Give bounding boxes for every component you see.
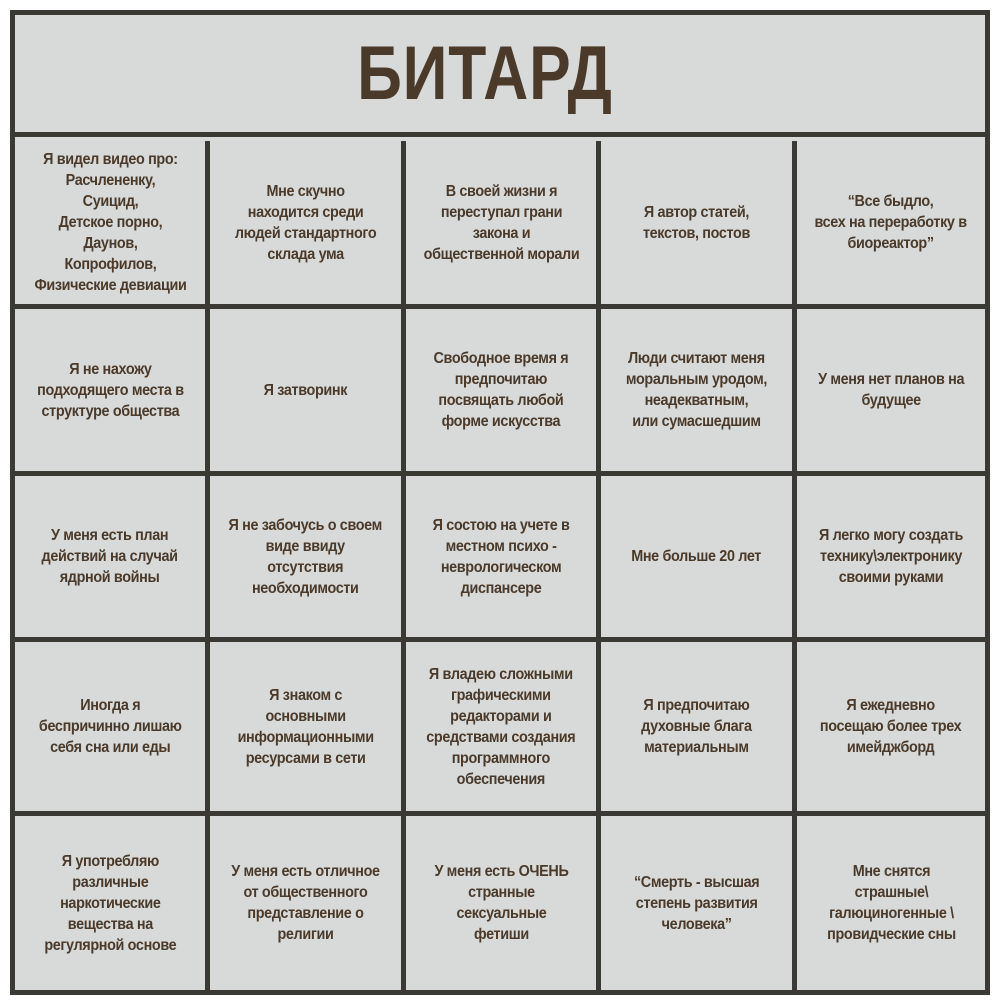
bingo-cell[interactable] <box>601 476 797 642</box>
cell-text: У меня есть план действий на случай ядрной войны <box>41 527 179 586</box>
cell-text: Я владею сложными графическими редакторами и средствами создания программного обеспечения <box>426 665 576 788</box>
cell-text: Я не забочусь о своем виде ввиду отсутствия необходимости <box>228 516 383 597</box>
cell-text: У меня нет планов на будущее <box>817 371 964 409</box>
bingo-cell[interactable] <box>797 816 985 990</box>
cell-text: У меня есть отличное от общественного представление о религии <box>231 863 380 943</box>
cell-text: У меня есть ОЧЕНЬ странные сексуальные фетиши <box>433 863 569 943</box>
cell-text: Я не нахожу подходящего места в структуре общества <box>36 360 184 420</box>
bingo-grid <box>15 141 985 990</box>
cell-text: Я состою на учете в местном психо - неврологическом диспансере <box>432 516 570 597</box>
board-title: БИТАРД <box>357 31 613 116</box>
bingo-cell[interactable] <box>15 141 210 309</box>
cell-text: Я знаком с основными информационными ресурсами в сети <box>237 686 374 767</box>
bingo-cell[interactable] <box>601 141 797 309</box>
bingo-cell[interactable] <box>797 141 985 309</box>
cell-text: Я предпочитаю духовные блага материальным <box>641 697 752 756</box>
bingo-cell[interactable] <box>601 309 797 476</box>
cell-text: “Смерть - высшая степень развития человека” <box>633 873 760 933</box>
bingo-cell[interactable] <box>15 642 210 816</box>
cell-text: Я видел видео про: Расчлененку, Суицид, Детское порно, Даунов, Копрофилов, Физические девиации <box>33 151 186 294</box>
bingo-cell[interactable] <box>210 816 406 990</box>
cell-text: Я автор статей, текстов, постов <box>642 203 751 242</box>
bingo-cell[interactable] <box>210 309 406 476</box>
bingo-cell[interactable] <box>15 309 210 476</box>
cell-text: Я затворинк <box>263 381 348 399</box>
bingo-board <box>10 10 990 995</box>
cell-text: Мне скучно находится среди людей стандартного склада ума <box>234 182 377 263</box>
bingo-cell[interactable] <box>210 141 406 309</box>
bingo-cell[interactable] <box>15 816 210 990</box>
bingo-cell[interactable] <box>601 816 797 990</box>
bingo-cell[interactable] <box>406 476 601 642</box>
bingo-cell[interactable] <box>406 141 601 309</box>
cell-text: Мне больше 20 лет <box>631 548 762 565</box>
bingo-cell[interactable] <box>210 642 406 816</box>
bingo-cell[interactable] <box>797 309 985 476</box>
bingo-cell[interactable] <box>15 476 210 642</box>
bingo-cell[interactable] <box>601 642 797 816</box>
bingo-cell[interactable] <box>210 476 406 642</box>
bingo-cell[interactable] <box>406 816 601 990</box>
cell-text: В своей жизни я переступал грани закона и общественной морали <box>423 182 579 263</box>
cell-text: Иногда я беспричинно лишаю себя сна или еды <box>38 697 182 756</box>
cell-text: Мне снятся страшные\ галюциногенные \ провидческие сны <box>826 863 956 943</box>
cell-text: Свободное время я предпочитаю посвящать любой форме искусства <box>433 350 569 430</box>
bingo-cell[interactable] <box>797 476 985 642</box>
bingo-cell[interactable] <box>797 642 985 816</box>
bingo-cell[interactable] <box>406 309 601 476</box>
cell-text: Я ежедневно посещаю более трех имейджборд <box>820 697 962 756</box>
title-bar <box>15 15 985 137</box>
cell-text: “Все быдло, всех на переработку в биореактор” <box>814 193 968 252</box>
cell-text: Я легко могу создать технику\электронику своими руками <box>818 527 964 586</box>
cell-text: Я употребляю различные наркотические вещества на регулярной основе <box>44 852 176 954</box>
cell-text: Люди считают меня моральным уродом, неадекватным, или сумасшедшим <box>625 350 768 430</box>
bingo-cell[interactable] <box>406 642 601 816</box>
